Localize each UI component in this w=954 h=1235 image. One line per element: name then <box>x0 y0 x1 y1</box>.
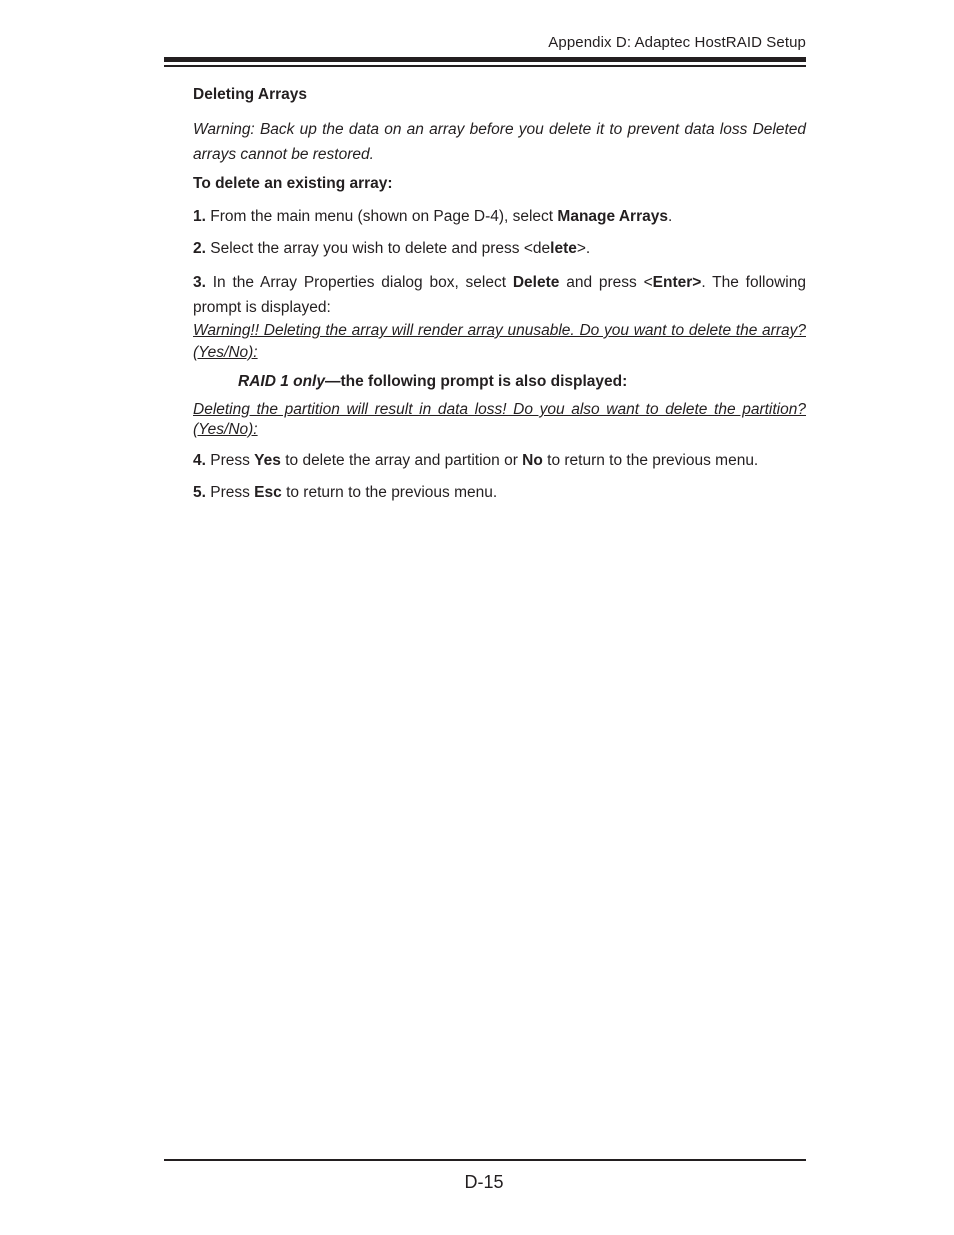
key-name: Enter> <box>652 274 702 291</box>
footer-rule <box>164 1159 806 1161</box>
step-text: Press <box>205 452 255 469</box>
step-4 <box>193 451 806 471</box>
step-text: Press <box>205 484 255 501</box>
step-number: 1. <box>193 208 206 225</box>
step-text: From the main menu (shown on Page D-4), select <box>205 208 558 225</box>
header-rule-thick <box>164 57 806 62</box>
key-name: lete <box>550 240 577 257</box>
step-5 <box>193 482 806 504</box>
step-text: to return to the previous menu. <box>281 484 498 501</box>
raid-note-label: RAID 1 only <box>238 373 325 390</box>
page-number: D-15 <box>464 1172 504 1192</box>
key-name: No <box>522 452 543 469</box>
raid-note-text: —the following prompt is also displayed: <box>324 373 628 390</box>
page-body <box>193 84 806 514</box>
section-heading: Deleting Arrays <box>193 86 307 103</box>
step-text: Select the array you wish to delete and press <de <box>205 240 551 257</box>
key-name: Esc <box>254 484 282 501</box>
step-1 <box>193 206 806 228</box>
step-3 <box>193 270 806 320</box>
procedure-heading: To delete an existing array: <box>193 175 393 192</box>
step-number: 2. <box>193 240 206 257</box>
step-text: to delete the array and partition or <box>280 452 523 469</box>
step-text: and press < <box>559 274 653 291</box>
key-name: Yes <box>254 452 281 469</box>
running-header: Appendix D: Adaptec HostRAID Setup <box>548 34 806 51</box>
menu-item-name: Manage Arrays <box>557 208 668 225</box>
delete-array-prompt: Warning!! Deleting the array will render array unusable. Do you want to delete the array? (Yes/No): <box>193 322 806 361</box>
option-name: Delete <box>512 274 560 291</box>
step-text: . The following prompt is displayed: <box>193 274 806 316</box>
delete-partition-prompt: Deleting the partition will result in data loss! Do you also want to delete the partition? (Yes/No): <box>193 401 806 438</box>
step-text: . <box>667 208 673 225</box>
step-text: >. <box>576 240 591 257</box>
step-text: to return to the previous menu. <box>542 452 759 469</box>
step-text: In the Array Properties dialog box, select <box>205 274 513 291</box>
raid-note <box>193 371 806 393</box>
header-rule-thin <box>164 65 806 67</box>
step-2 <box>193 238 806 260</box>
warning-text: Warning: Back up the data on an array before you delete it to prevent data loss Deleted arrays cannot be restored. <box>193 121 806 163</box>
step-number: 3. <box>193 274 206 291</box>
step-number: 5. <box>193 484 206 501</box>
step-number: 4. <box>193 452 206 469</box>
